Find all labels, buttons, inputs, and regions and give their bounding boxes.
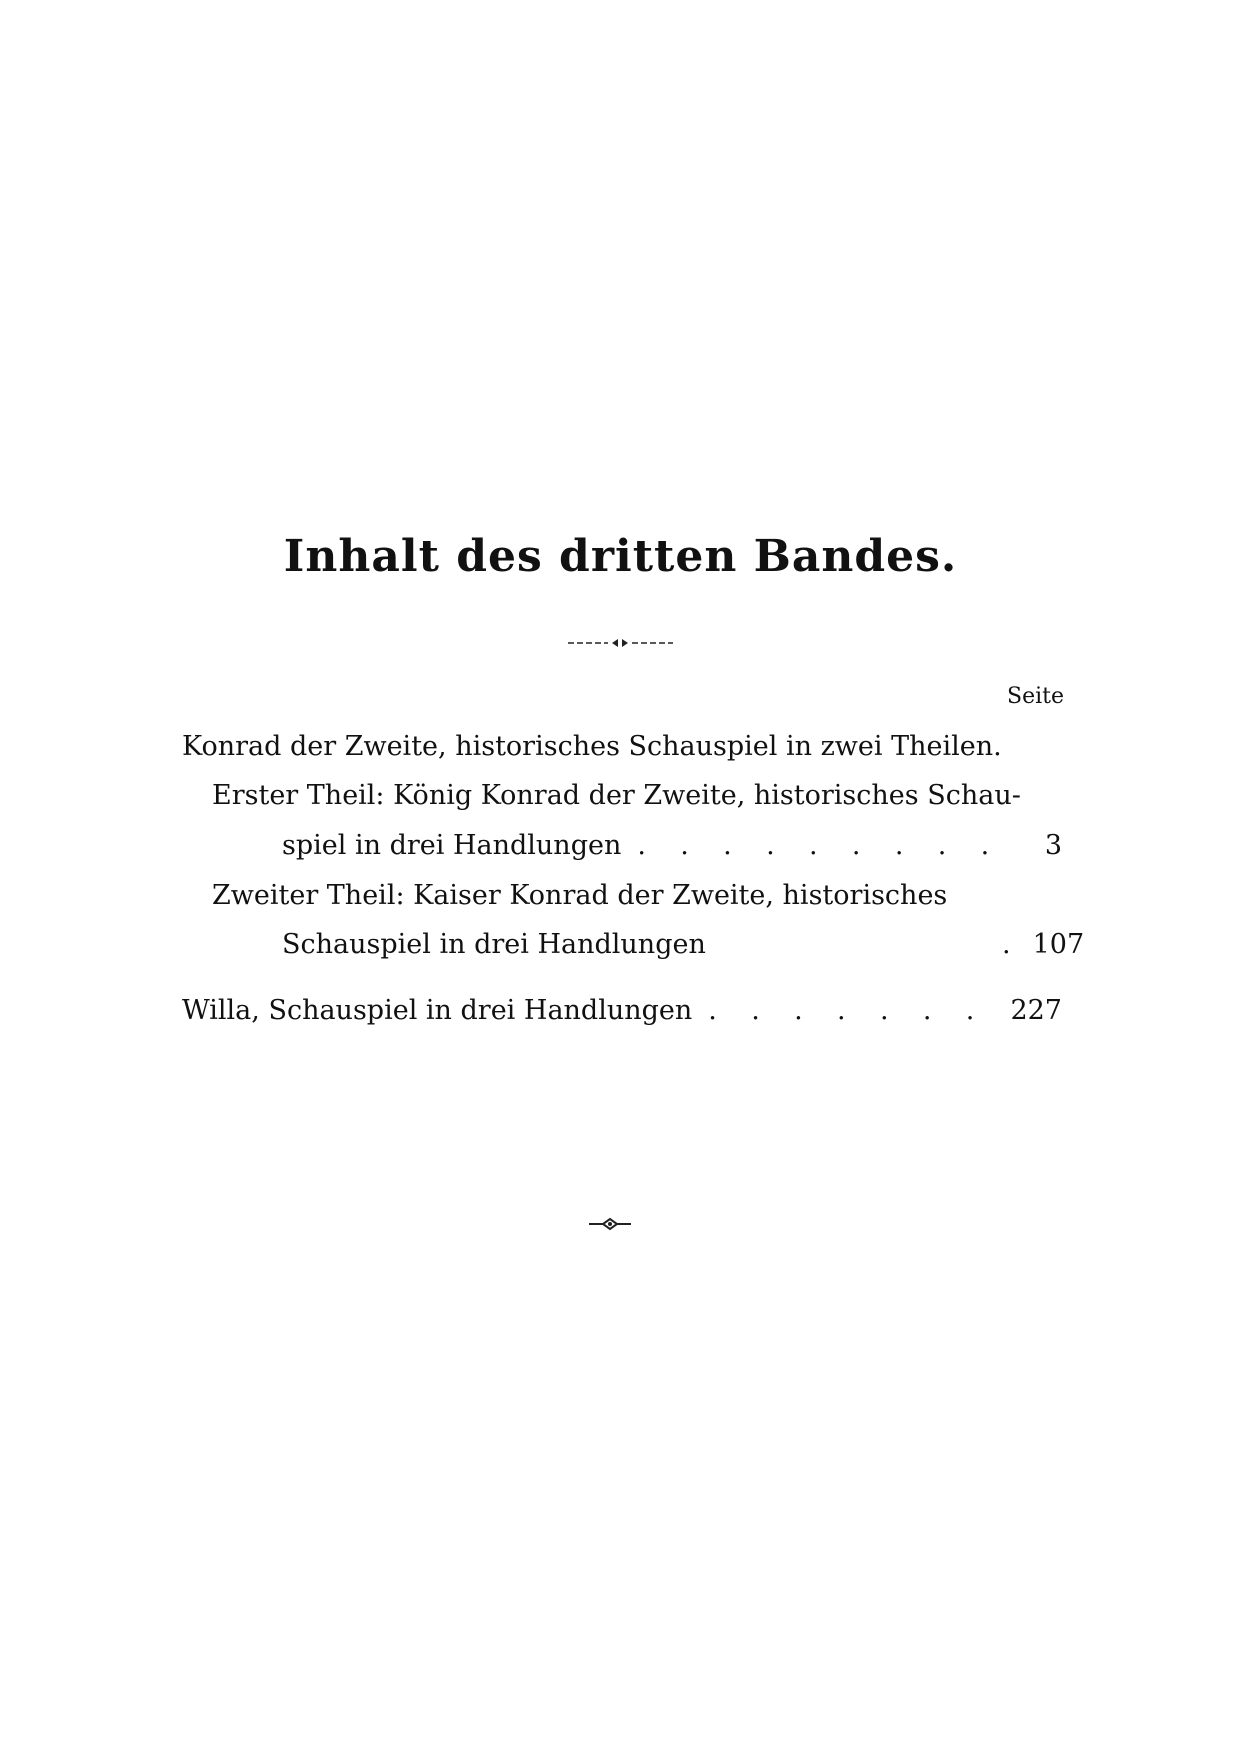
page-number: . 107: [1002, 929, 1085, 960]
toc-entry-line: Erster Theil: König Konrad der Zweite, historisches Schau-: [212, 780, 1021, 811]
page-column-header: Seite: [1007, 684, 1064, 709]
toc-entry-line: Zweiter Theil: Kaiser Konrad der Zweite, historisches: [212, 880, 948, 911]
ornament-divider-bottom: [589, 1217, 631, 1231]
toc-entry: [182, 991, 1062, 1031]
toc-entry-heading: Konrad der Zweite, historisches Schauspiel in zwei Theilen.: [182, 731, 1002, 762]
toc-entry-text: Willa, Schauspiel in drei Handlungen: [182, 995, 693, 1026]
page-title: Inhalt des dritten Bandes.: [283, 531, 958, 582]
leader-dots: [708, 991, 988, 1031]
toc-entry: [282, 925, 1085, 965]
ornament-divider-top: [568, 636, 673, 650]
leader-dots: [637, 826, 988, 866]
page-number: 3: [1044, 830, 1062, 861]
toc-entry-text: spiel in drei Handlungen: [282, 830, 622, 861]
toc-entry-text: Schauspiel in drei Handlungen: [282, 929, 706, 960]
page-number: 227: [1010, 995, 1062, 1026]
toc-entry: [282, 826, 1062, 866]
